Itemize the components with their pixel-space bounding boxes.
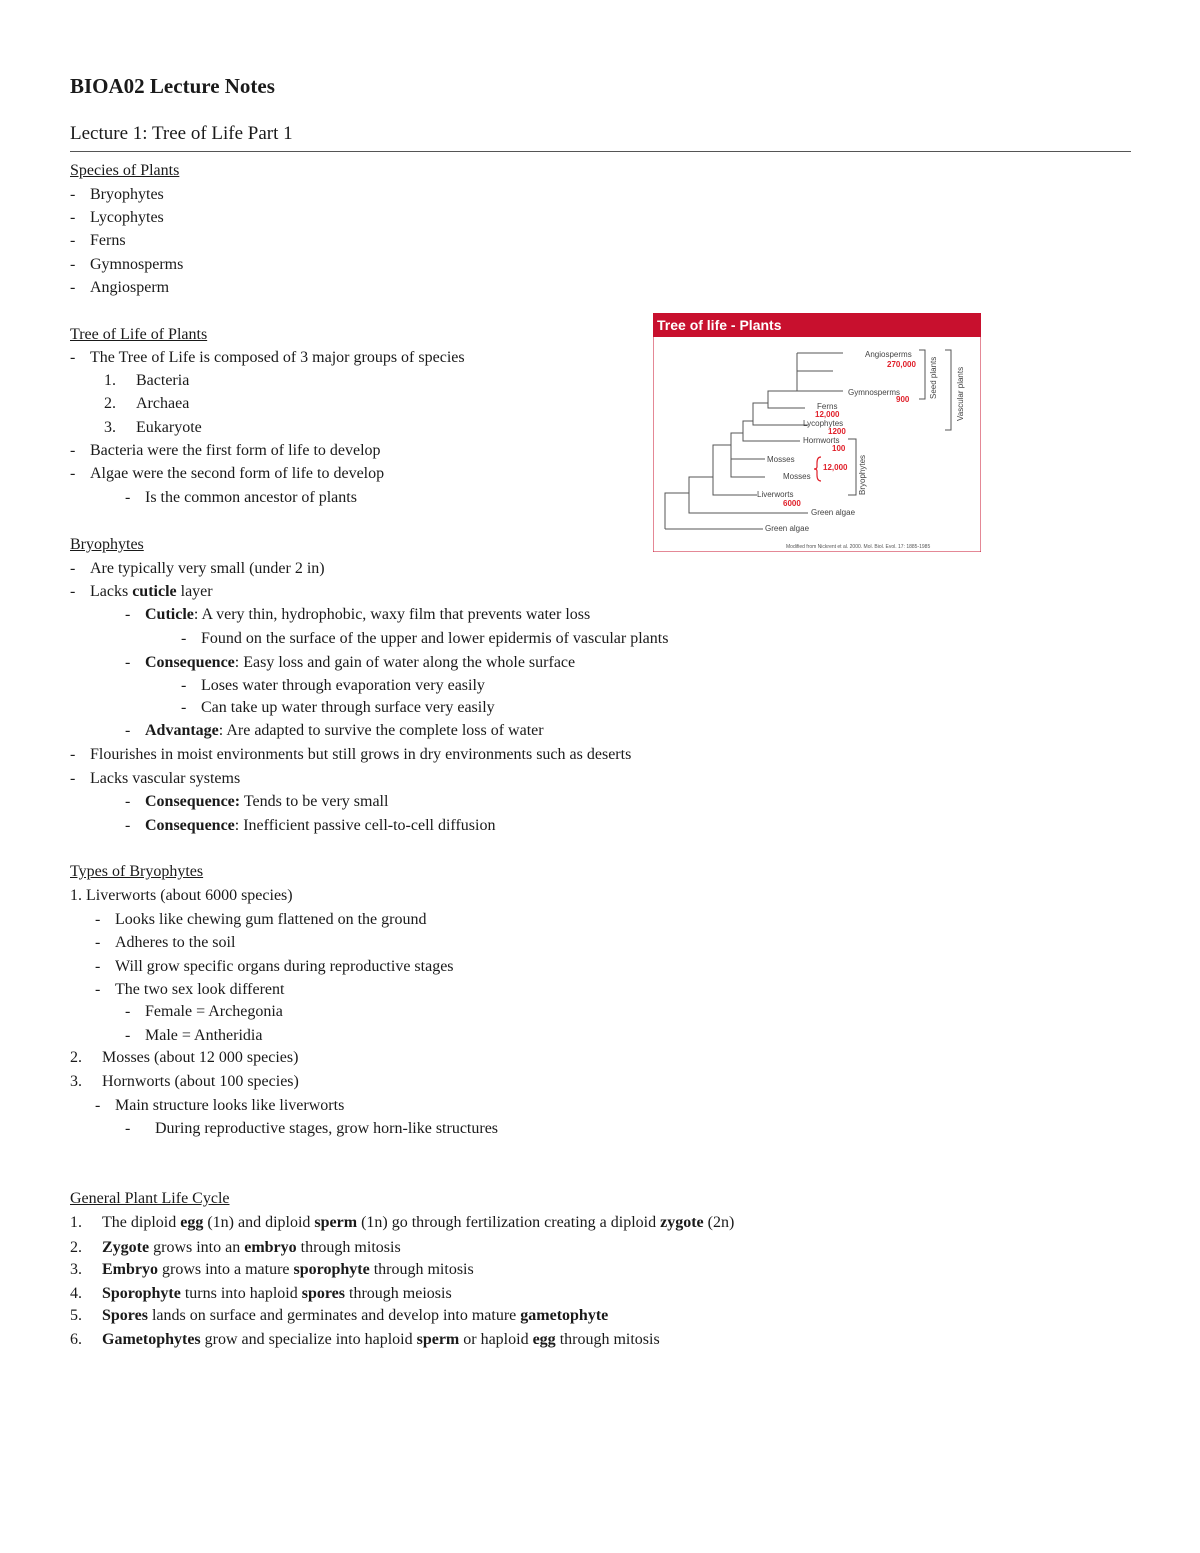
figure-title: Tree of life - Plants	[657, 317, 782, 333]
list-item: 1. Liverworts (about 6000 species)	[70, 887, 293, 904]
list-item: - Found on the surface of the upper and lower epidermis of vascular plants	[181, 630, 669, 647]
label-seed-plants: Seed plants	[929, 356, 938, 399]
bryophytes-heading: Bryophytes	[70, 536, 144, 553]
label-mosses: Mosses	[767, 455, 795, 464]
list-item: - Algae were the second form of life to develop	[70, 465, 385, 482]
list-item: - Male = Antheridia	[125, 1027, 263, 1044]
count-hornworts: 100	[832, 444, 846, 453]
list-item: - Consequence: Inefficient passive cell-to-cell diffusion	[125, 817, 496, 834]
label-ferns: Ferns	[817, 402, 838, 411]
list-item: - Are typically very small (under 2 in)	[70, 560, 325, 577]
list-item: 3. Eukaryote	[104, 419, 202, 436]
count-gymnosperms: 900	[896, 395, 910, 404]
list-item: - Lacks cuticle layer	[70, 583, 213, 600]
species-item: - Gymnosperms	[70, 256, 184, 273]
species-heading: Species of Plants	[70, 162, 180, 179]
list-item: - Is the common ancestor of plants	[125, 489, 357, 506]
cycle-step: 6. Gametophytes grow and specialize into haploid sperm or haploid egg through mitosis	[70, 1331, 660, 1348]
list-item: - The two sex look different	[95, 981, 285, 998]
cycle-step: 1. The diploid egg (1n) and diploid sperm (1n) go through fertilization creating a diploid zygote (2n)	[70, 1214, 735, 1231]
figure-credit: Modified from Nickrent et al. 2000. Mol. Biol. Evol. 17: 1885-1985	[786, 544, 931, 550]
list-item: - Consequence: Tends to be very small	[125, 793, 389, 810]
title-divider	[70, 151, 1131, 152]
label-green-algae: Green algae	[811, 508, 856, 517]
list-item: 2. Archaea	[104, 395, 190, 412]
list-item: - Flourishes in moist environments but still grows in dry environments such as deserts	[70, 746, 632, 763]
label-angiosperms: Angiosperms	[865, 350, 912, 359]
cycle-step: 4. Sporophyte turns into haploid spores through meiosis	[70, 1285, 452, 1302]
label-vascular-plants: Vascular plants	[956, 366, 965, 421]
species-item: - Ferns	[70, 232, 126, 249]
list-item: - Loses water through evaporation very easily	[181, 677, 485, 694]
list-item: - Female = Archegonia	[125, 1003, 283, 1020]
count-lycophytes: 1200	[828, 427, 846, 436]
list-item: - Lacks vascular systems	[70, 770, 241, 787]
cycle-step: 3. Embryo grows into a mature sporophyte through mitosis	[70, 1261, 474, 1278]
label-mosses: Mosses	[783, 472, 811, 481]
list-item: 1. Bacteria	[104, 372, 190, 389]
label-gymnosperms: Gymnosperms	[848, 388, 901, 397]
list-item: - Consequence: Easy loss and gain of water along the whole surface	[125, 654, 576, 671]
cycle-step: 5. Spores lands on surface and germinates and develop into mature gametophyte	[70, 1307, 609, 1324]
list-item: - Cuticle: A very thin, hydrophobic, waxy film that prevents water loss	[125, 606, 591, 623]
count-liverworts: 6000	[783, 499, 801, 508]
list-item: - Advantage: Are adapted to survive the complete loss of water	[125, 722, 544, 739]
label-bryophytes: Bryophytes	[858, 454, 867, 495]
list-item: - During reproductive stages, grow horn-like structures	[125, 1120, 499, 1137]
list-item: - Adheres to the soil	[95, 934, 236, 951]
count-angiosperms: 270,000	[887, 360, 916, 369]
list-item: - Can take up water through surface very easily	[181, 699, 495, 716]
label-hornworts: Hornworts	[803, 436, 840, 445]
list-item: - Looks like chewing gum flattened on the ground	[95, 911, 427, 928]
species-item: - Bryophytes	[70, 186, 164, 203]
list-item: - Main structure looks like liverworts	[95, 1097, 345, 1114]
tree-of-life-figure	[653, 313, 981, 552]
label-green-algae: Green algae	[765, 524, 810, 533]
species-item: - Angiosperm	[70, 279, 170, 296]
list-item: 2. Mosses (about 12 000 species)	[70, 1049, 299, 1066]
document-title: BIOA02 Lecture Notes	[70, 74, 275, 98]
cycle-heading: General Plant Life Cycle	[70, 1190, 230, 1207]
lecture-title: Lecture 1: Tree of Life Part 1	[70, 123, 293, 144]
list-item: - Will grow specific organs during reproductive stages	[95, 958, 454, 975]
list-item: 3. Hornworts (about 100 species)	[70, 1073, 299, 1090]
count-mosses: 12,000	[823, 463, 848, 472]
list-item: - Bacteria were the first form of life to develop	[70, 442, 381, 459]
types-heading: Types of Bryophytes	[70, 863, 204, 880]
cycle-step: 2. Zygote grows into an embryo through mitosis	[70, 1239, 401, 1256]
species-item: - Lycophytes	[70, 209, 164, 226]
count-ferns: 12,000	[815, 410, 840, 419]
label-liverworts: Liverworts	[757, 490, 794, 499]
list-item: - The Tree of Life is composed of 3 major groups of species	[70, 349, 465, 366]
label-lycophytes: Lycophytes	[803, 419, 844, 428]
tree-heading: Tree of Life of Plants	[70, 326, 208, 343]
